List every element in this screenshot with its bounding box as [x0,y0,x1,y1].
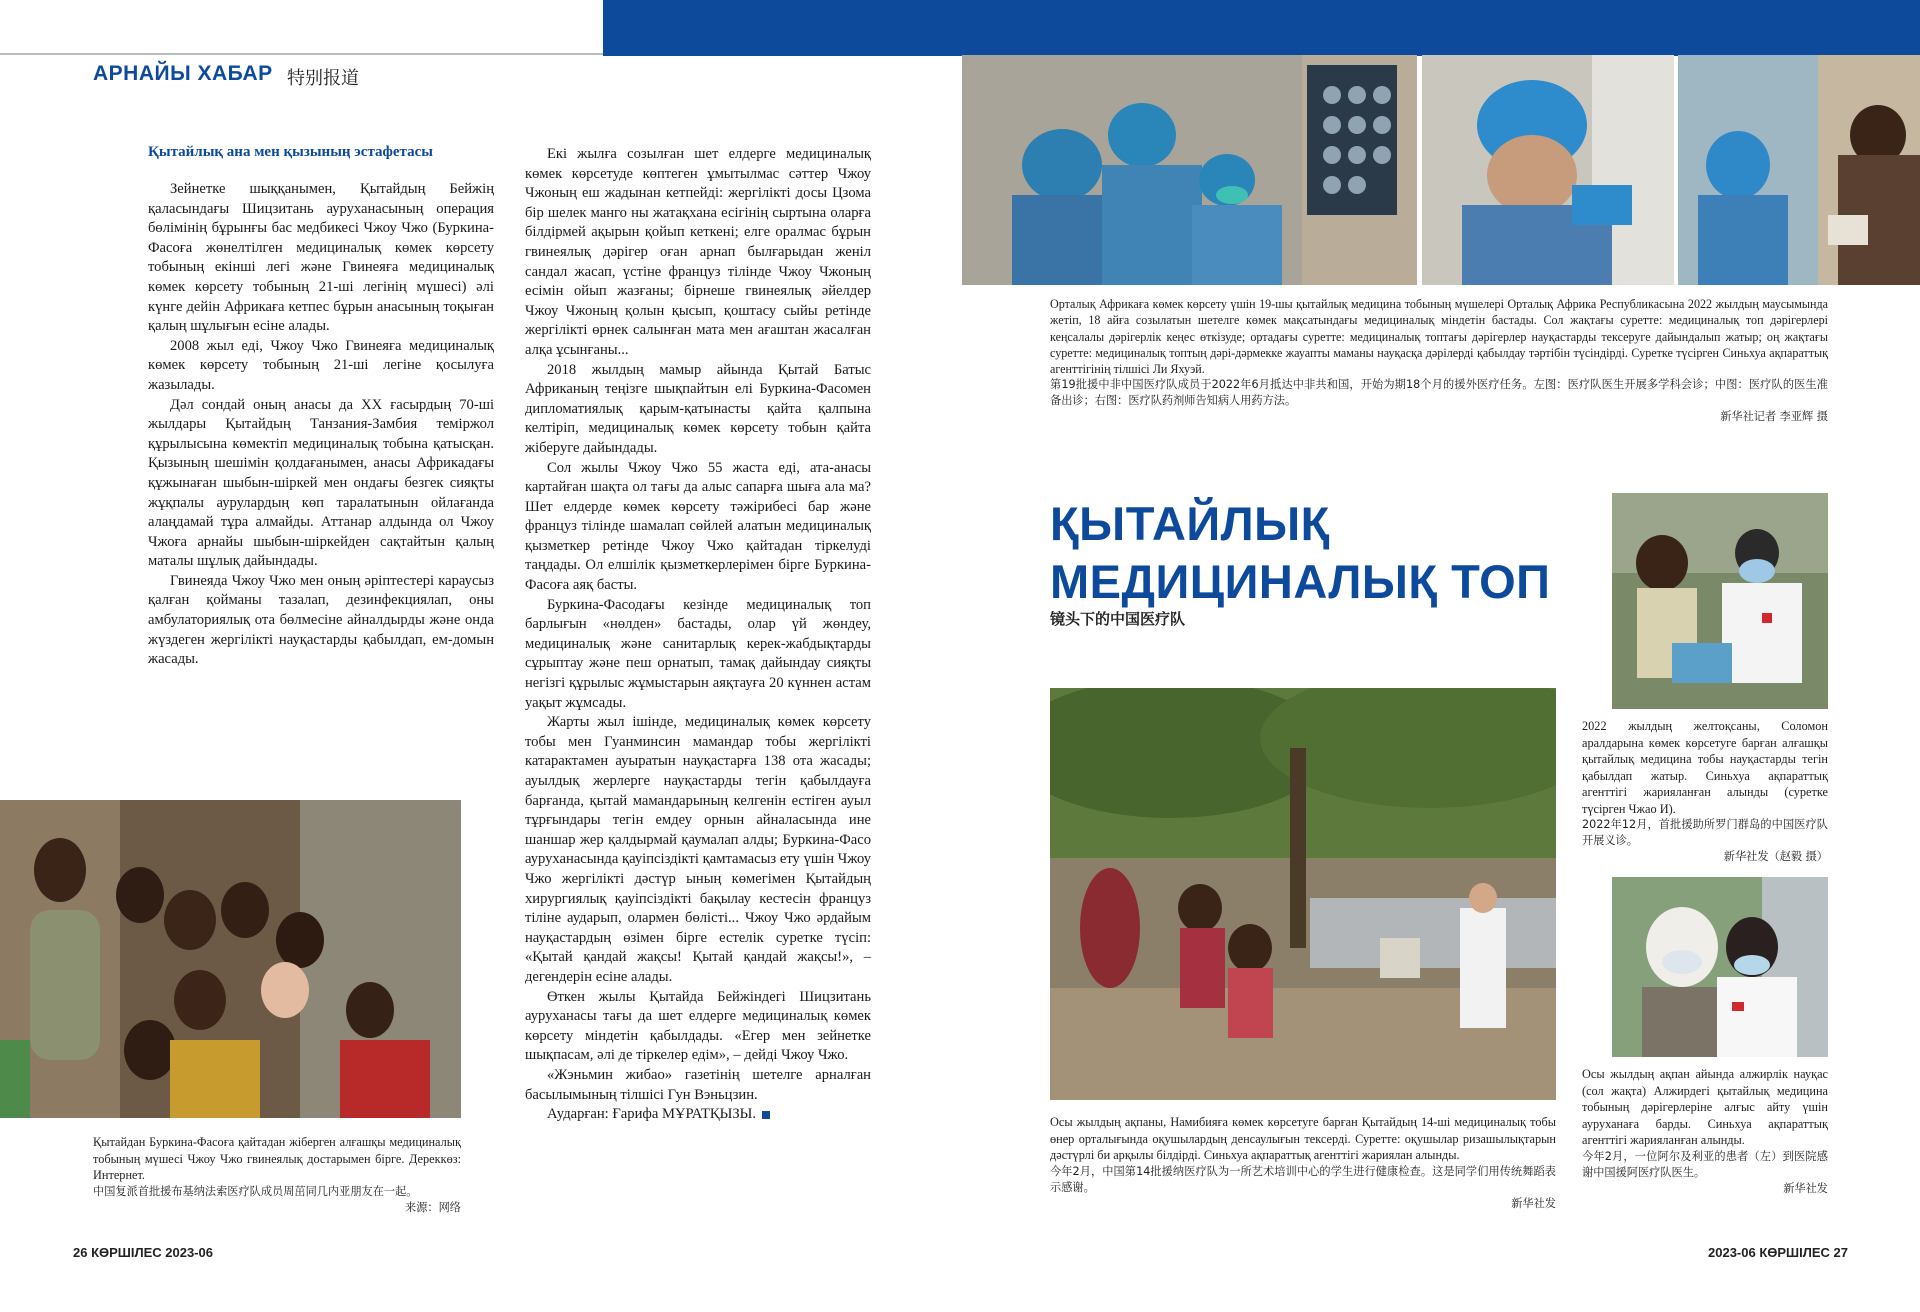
paragraph: 2018 жылдың мамыр айында Қытай Батыс Африканың теңізге шықпайтын елі Буркина-Фасомен дипломатиялық қарым-қатынасты қайта қалпына келтіріп, медициналық көмек көрсету тобын қайта жіберуге дайындады. [525,361,871,456]
caption-cn: 第19批援中非中国医疗队成员于2022年6月抵达中非共和国，开始为期18个月的援外医疗任务。左图：医疗队医生开展多学科会诊；中图：医疗队的医生准备出诊；右图：医疗队药剂师告知病人用药方法。 [1050,378,1828,408]
translator-credit: Аударған: Ғарифа МҰРАТҚЫЗЫ. [547,1106,757,1123]
photo-children-guinea [0,800,461,1118]
article-column-1 [148,180,494,670]
section-title: АРНАЙЫ ХАБАР [93,62,273,85]
caption-cn: 中国复派首批援布基纳法索医疗队成员周茁同几内亚朋友在一起。 [93,1184,418,1198]
photo-pharmacist [1678,55,1920,285]
header-color-bar [603,0,1920,56]
feature-title-line-1: ҚЫТАЙЛЫҚ [1050,497,1330,550]
caption-cn: 今年2月，中国第14批援纳医疗队为一所艺术培训中心的学生进行健康检查。这是同学们用传统舞蹈表示感谢。 [1050,1164,1556,1194]
photo-solomon-clinic [1612,493,1828,709]
feature-subtitle-cn: 镜头下的中国医疗队 [1050,610,1186,628]
footer-left-page-number: 26 КӨРШІЛЕС 2023-06 [73,1245,213,1260]
paragraph: Буркина-Фасодағы кезінде медициналық топ барлығын «нөлден» бастады, олар үй жөндеу, медициналық және санитарлық керек-жабдықтарды сұрыптау және пеш орнатып, тамақ дайындау сияқты негізгі құрылыс жұмыстарын аяқтауға 20 күннен астам уақыт жұмсады. [525,596,871,711]
feature-title [1050,495,1550,611]
caption-top-photos [1050,296,1828,426]
caption-kz: 2022 жылдың желтоқсаны, Соломон аралдарына көмек көрсетуге барған алғашқы қытайлық медицина тобы науқастарды тегін қабылдап жатыр. Синьхуа ақпараттық агенттігі жарияланған алынды (суретке түсірген Чжао И). [1582,719,1828,816]
caption-credit: 新华社发 [1783,1181,1828,1195]
photo-doctors-consultation [962,55,1417,285]
caption-credit: 来源：网络 [405,1200,461,1214]
caption-cn: 2022年12月，首批援助所罗门群岛的中国医疗队开展义诊。 [1582,818,1828,847]
caption-namibia-dance [1050,1114,1556,1212]
caption-credit: 新华社发 [1511,1196,1556,1210]
paragraph: Сол жылы Чжоу Чжо 55 жаста еді, ата-анасы картайған шақта ол тағы да алыс сапарға шыға ала ма? Шет елдерде көмек көрсету тәжірибесі бар және француз тілінде шамалап сөйлей алатын медициналық қызметкер ретінде Чжоу Чжо қайтадан тіркелуді таңдады. Ол елшілік қызметкерлерімен бірге Буркина-Фасоға аяқ басты. [525,459,871,594]
paragraph: Гвинеяда Чжоу Чжо мен оның әріптестері караусыз қалған қойманы тазалап, дезинфекциялап, оны амбулаториялық ота бөлмесіне айналдырды және онда жүздеген жергілікті науқастарды қабылдап, ем-домын жасады. [148,572,494,668]
caption-solomon [1582,718,1828,866]
paragraph: Зейнетке шыққанымен, Қытайдың Бейжің қаласындағы Шицзитань ауруханасының операция бөлімінің бұрынғы бас медбикесі Чжоу Чжо (Буркина-Фасоға жөнелтілген медициналық көмек көрсету тобының екінші легі және Гвинеяға медициналық көмек көрсету тобының 21-ші легінің мүшесі) әлі күнге дейін Африкаға кетпес бұрын анасының тоқыған қалың шұлығын есіне алады. [148,181,494,335]
article-column-2 [525,145,871,1125]
header-divider [0,53,603,55]
footer-right-page-number: 2023-06 КӨРШІЛЕС 27 [1708,1245,1848,1260]
caption-credit: 新华社记者 李亚辉 摄 [1720,410,1828,424]
article-subtitle: Қытайлық ана мен қызының эстафетасы [148,144,433,160]
paragraph: Дәл сондай оның анасы да ХХ ғасырдың 70-ші жылдары Қытайдың Танзания-Замбия теміржол құрылысына көмектіп медициналық тобына қатысқан. Қызының шешімін қолдағанымен, анасы Африкадағы құжынаған шыбын-шіркей мен ондағы безгек сияқты жұқпалы аурулардың көп таралатынын ойлағанда алаңдамай тұра алмайды. Аттанар алдында ол Чжоу Чжоға арнайы шыбын-шіркейден сақтайтын қалың маталы шұлық дайындады. [148,396,494,570]
photo-algeria-patient [1612,877,1828,1057]
caption-children-guinea [93,1134,461,1216]
feature-title-line-2: МЕДИЦИНАЛЫҚ ТОП [1050,555,1551,608]
paragraph: «Жэньмин жибао» газетінің шетелге арналған басылымының тілшісі Гун Вэньцзин. [525,1066,871,1103]
photo-namibia-dance [1050,688,1556,1100]
caption-credit: 新华社发（赵毅 摄） [1723,850,1828,863]
caption-kz: Осы жылдың ақпаны, Намибияға көмек көрсетуге барған Қытайдың 14-ші медициналық тобы өнер орталығында оқушылардың денсаулығын тексерді. Суретте: оқушылар ризашылықтарын дәстүрлі би арқылы білдірді. Синьхуа ақпараттық агенттігі жариялан алынды. [1050,1115,1556,1162]
paragraph [525,1105,871,1125]
caption-kz: Қытайдан Буркина-Фасоға қайтадан жіберген алғашқы медициналық тобының мүшесі Чжоу Чжо гвинеялық достарымен бірге. Дереккөз: Интернет. [93,1135,461,1182]
paragraph: Өткен жылы Қытайда Бейжіндегі Шицзитань ауруханасы тағы да шет елдерге медициналық көмек көрсету міндетін қабылдады. «Егер мен зейнетке шықпасам, әлі де тіркелер едім», – дейді Чжоу Чжо. [525,988,871,1064]
photo-doctor-preparing [1422,55,1674,285]
caption-algeria [1582,1066,1828,1197]
end-mark-icon [762,1111,770,1119]
caption-kz: Орталық Африкаға көмек көрсету үшін 19-шы қытайлық медицина тобының мүшелері Орталық Африка Республикасына 2022 жылдың маусымында жетіп, 18 айға созылатын шетелге көмек мақсатындағы медициналық міндетін бастады. Сол жақтағы суретте: медициналық топ дәрігерлері кеңсалалы дәрігерлік кеңес өткізуде; ортадағы суретте: медициналық топтағы дәрігерлер науқастарды тексеруге дайындалып жатыр; оң жақтағы суретте: медициналық топтың дәрі-дәрмекке жауапты маманы науқасқа дәрілерді қабылдау тәртібін түсіндірді. Суретке түсірген Синьхуа ақпараттық агенттігінің тілшісі Ли Яхуэй. [1050,297,1828,377]
section-title-cn: 特别报道 [287,68,359,89]
caption-cn: 今年2月，一位阿尔及利亚的患者（左）到医院感谢中国援阿医疗队医生。 [1582,1149,1828,1179]
paragraph: Екі жылға созылған шет елдерге медициналық көмек көрсетуде көптеген ұмытылмас сәттер Чжоу Чжоның еш жадынан кетпейді: жергілікті досы Цзома бір шелек манго ны жатақхана есігінің сыртына оларға білдірмей ақырын қойып кеткені; елге оралмас бұрын гвинеялық дәрігер оған арнап былғарыдан женіл сандал жасап, үстіне француз тілінде Чжоу Чжоның есімін ойып жазғаны; бірнеше гвинеялық әйелдер Чжоу Чжоның қолын қысып, қоштасу сыйы ретінде жергілікті өрнек салынған мата мен ағаштан жасалған алқа ұсынғаны... [525,146,871,358]
caption-kz: Осы жылдың ақпан айында алжирлік науқас (сол жақта) Алжирдегі қытайлық медицина тобының дәрігерлеріне алғыс айту үшін ауруханаға барды. Синьхуа ақпараттық агенттігі жарияланған алынды. [1582,1067,1828,1147]
paragraph: Жарты жыл ішінде, медициналық көмек көрсету тобы мен Гуанминсин мамандар тобы жергілікті катарактамен ауыратын науқастарға 138 ота жасады; ауылдық жерлерге науқастарды тегін қабылдауға барғанда, қытай мамандарының келгенін естіген ауыл тұрғындары тегін емдеу орнын айналасында ине шаншар жер қалдырмай қаумалап алды; Буркина-Фасо ауруханасында қауіпсіздікті қамтамасыз ету үшін Чжоу Чжо жергілікті дәстүр ының көмегімен Қытайдың хирургиялық қауіпсіздікті бақылау кестесін француз тіліне аударып, олармен бөлісті... Чжоу Чжо әрдайым науқастардың өзімен бірге естелік суретке түсіп: «Қытай қандай жақсы! Қытай қандай жақсы!», – дегендерін есіне алады. [525,714,871,985]
paragraph: 2008 жыл еді, Чжоу Чжо Гвинеяға медициналық көмек көрсету тобының 21-ші легіне қосылуға жазылады. [148,337,494,393]
